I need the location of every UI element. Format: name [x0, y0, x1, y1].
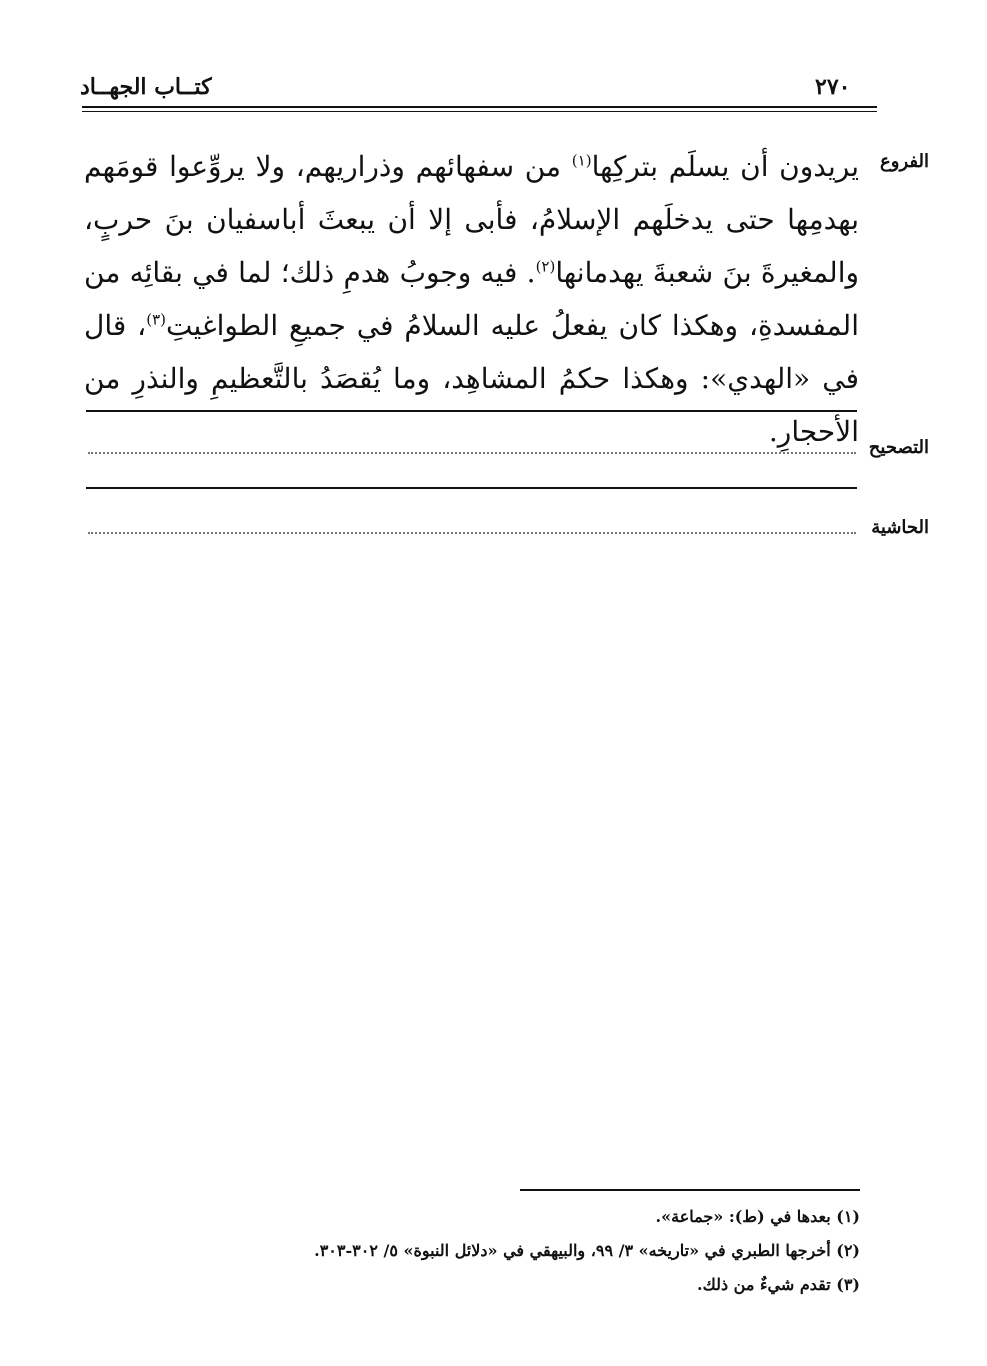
main-segment: من سفهائهم وذراريهم، ولا يروِّعوا قومَهم بهدمِها حتى يدخلَهم الإسلامُ، فأبى إلا أن يبعثَ أباسفيان بنَ حربٍ، والمغيرةَ بنَ شعبةَ يهدمانها	[84, 150, 859, 289]
footnotes	[180, 1200, 860, 1302]
footnote-ref: (٣)	[146, 310, 166, 329]
label-hashiya: الحاشية	[871, 517, 929, 538]
main-segment: يريدون أن يسلَم بتركِها	[591, 150, 859, 183]
label-tashih: التصحيح	[868, 437, 929, 458]
header-rule-thin	[82, 111, 877, 112]
main-segment: . فيه وجوبُ هدمِ ذلك؛ لما في بقائِه من المفسدةِ، وهكذا كان يفعلُ عليه السلامُ في جميعِ الطواغيتِ	[84, 256, 859, 342]
header-rule-thick	[82, 106, 877, 108]
footnote-ref: (١)	[571, 151, 592, 170]
footnote-ref: (٢)	[535, 257, 556, 276]
tashih-dotted-line	[88, 450, 856, 454]
section-rule	[86, 487, 857, 489]
page-number: ٢٧٠	[815, 74, 851, 100]
running-title: كتــاب الجهــاد	[80, 74, 212, 100]
footnote-rule	[520, 1189, 860, 1191]
footnote-3: (٣) تقدم شيءٌ من ذلك.	[697, 1275, 860, 1294]
hashiya-dotted-line	[88, 530, 856, 534]
label-furu: الفروع	[880, 151, 929, 172]
main-segment: ، قال في «الهدي»: وهكذا حكمُ المشاهِد، وما يُقصَدُ بالتَّعظيمِ والنذرِ من الأحجارِ.	[84, 309, 859, 448]
footnote-2: (٢) أخرجها الطبري في «تاريخه» ٣/ ٩٩، والبيهقي في «دلائل النبوة» ٥/ ٣٠٢-٣٠٣.	[314, 1241, 860, 1260]
section-rule	[86, 410, 857, 412]
footnote-1: (١) بعدها في (ط): «جماعة».	[655, 1207, 860, 1226]
